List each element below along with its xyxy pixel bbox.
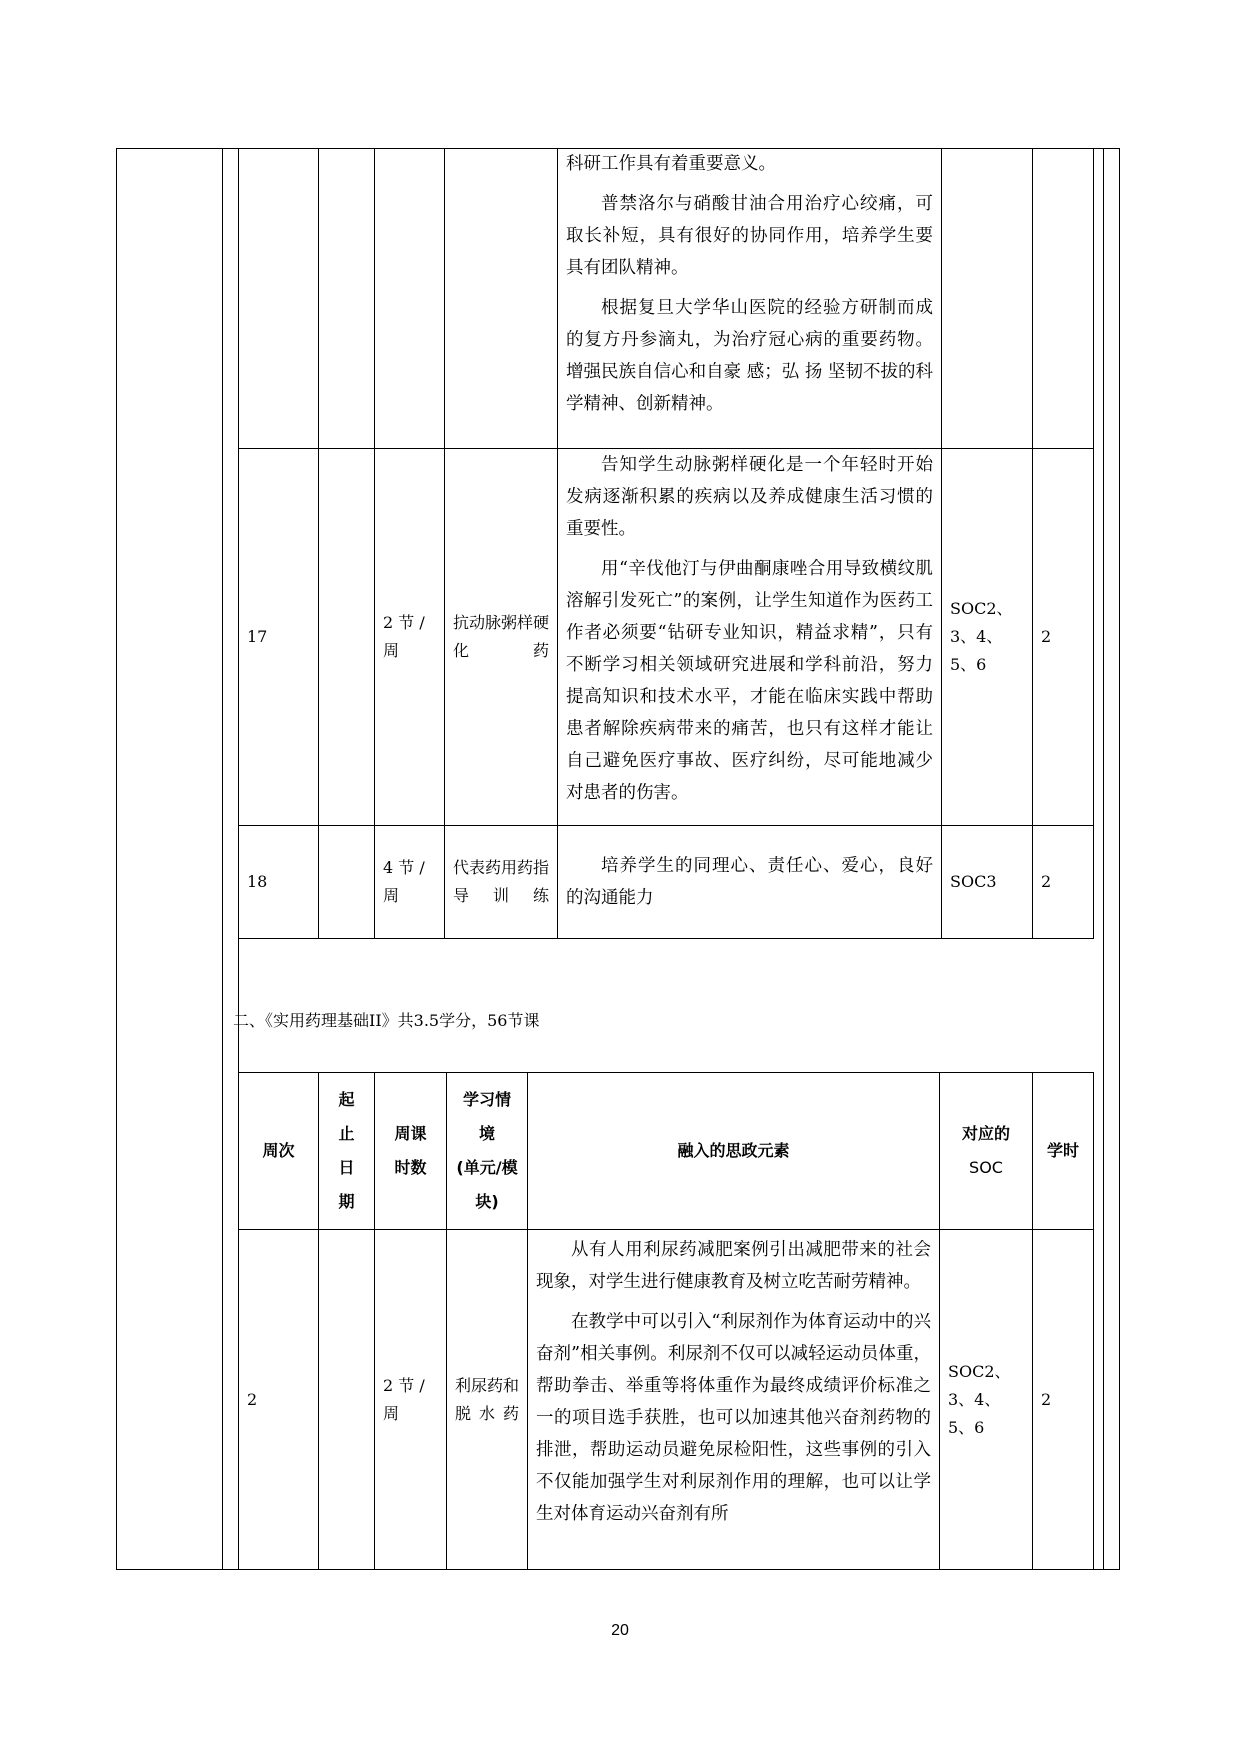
table-row	[239, 825, 1094, 938]
week-cell	[239, 148, 319, 448]
content-paragraph: 普禁洛尔与硝酸甘油合用治疗心绞痛，可取长补短，具有很好的协同作用，培养学生要具有团队精神。	[566, 194, 933, 278]
frame-divider	[222, 148, 223, 1570]
soc-cell: SOC2、3、4、5、6	[940, 1230, 1033, 1570]
header-soc	[940, 1073, 1033, 1230]
content-cell	[558, 825, 942, 938]
content-cell	[558, 148, 942, 448]
table-header-row	[239, 1073, 1094, 1230]
content-cell	[558, 448, 942, 825]
context-cell: 利尿药和脱水药	[447, 1230, 528, 1570]
dates-cell	[319, 825, 375, 938]
week-cell: 17	[239, 448, 319, 825]
credits-cell: 2	[1033, 1230, 1094, 1570]
context-cell	[445, 148, 558, 448]
content-paragraph: 培养学生的同理心、责任心、爱心，良好的沟通能力	[566, 855, 933, 908]
header-context	[447, 1073, 528, 1230]
week-cell: 2	[239, 1230, 319, 1570]
content-paragraph: 科研工作具有着重要意义。	[566, 154, 776, 174]
dates-cell	[319, 148, 375, 448]
content-paragraph: 用“辛伐他汀与伊曲酮康唑合用导致横纹肌溶解引发死亡”的案例，让学生知道作为医药工作者必须要“钻研专业知识，精益求精”，只有不断学习相关领域研究进展和学科前沿，努力提高知识和技术水平，才能在临床实践中帮助患者解除疾病带来的痛苦，也只有这样才能让自己避免医疗事故、医疗纠纷，尽可能地减少对患者的伤害。	[566, 558, 933, 803]
section-title: 二、《实用药理基础II》共3.5学分，56节课	[233, 1011, 540, 1030]
hours-cell: 2 节 / 周	[375, 448, 445, 825]
header-hours: 周课时数	[375, 1073, 447, 1230]
dates-cell	[319, 1230, 375, 1570]
frame-divider-right	[1103, 148, 1104, 1570]
table-row	[239, 448, 1094, 825]
credits-cell	[1033, 148, 1094, 448]
credits-cell: 2	[1033, 825, 1094, 938]
content-paragraph: 从有人用利尿药减肥案例引出减肥带来的社会现象，对学生进行健康教育及树立吃苦耐劳精神。	[536, 1240, 931, 1292]
hours-cell: 2 节 / 周	[375, 1230, 447, 1570]
header-content: 融入的思政元素	[528, 1073, 940, 1230]
content-paragraph: 在教学中可以引入“利尿剂作为体育运动中的兴奋剂”相关事例。利尿剂不仅可以减轻运动员体重，帮助拳击、举重等将体重作为最终成绩评价标准之一的项目选手获胜，也可以加速其他兴奋剂药物的排泄，帮助运动员避免尿检阳性，这些事例的引入不仅能加强学生对利尿剂作用的理解，也可以让学生对体育运动兴奋剂有所	[536, 1312, 931, 1524]
course-table-1	[238, 148, 1094, 939]
context-cell: 代表药用药指导训练	[445, 825, 558, 938]
content-cell	[528, 1230, 940, 1570]
header-context-line2: (单元/模块)	[456, 1158, 518, 1211]
soc-cell	[942, 148, 1033, 448]
soc-cell: SOC2、3、4、5、6	[942, 448, 1033, 825]
page-number: 20	[611, 1622, 629, 1639]
table-row	[239, 148, 1094, 448]
header-week: 周次	[239, 1073, 319, 1230]
header-soc-line1: 对应的	[961, 1124, 1010, 1143]
header-credits: 学时	[1033, 1073, 1094, 1230]
content-paragraph: 根据复旦大学华山医院的经验方研制而成的复方丹参滴丸，为治疗冠心病的重要药物。增强民族自信心和自豪 感；弘 扬 坚韧不拔的科学精神、创新精神。	[566, 298, 933, 414]
course-table-2	[238, 1072, 1094, 1570]
week-cell: 18	[239, 825, 319, 938]
header-soc-line2: SOC	[969, 1158, 1003, 1177]
hours-cell	[375, 148, 445, 448]
context-cell: 抗动脉粥样硬化药	[445, 448, 558, 825]
credits-cell: 2	[1033, 448, 1094, 825]
dates-cell	[319, 448, 375, 825]
header-dates: 起止日期	[319, 1073, 375, 1230]
table-row	[239, 1230, 1094, 1570]
content-paragraph: 告知学生动脉粥样硬化是一个年轻时开始发病逐渐积累的疾病以及养成健康生活习惯的重要性。	[566, 454, 933, 539]
hours-cell: 4 节 / 周	[375, 825, 445, 938]
header-context-line1: 学习情境	[463, 1090, 512, 1143]
soc-cell: SOC3	[942, 825, 1033, 938]
